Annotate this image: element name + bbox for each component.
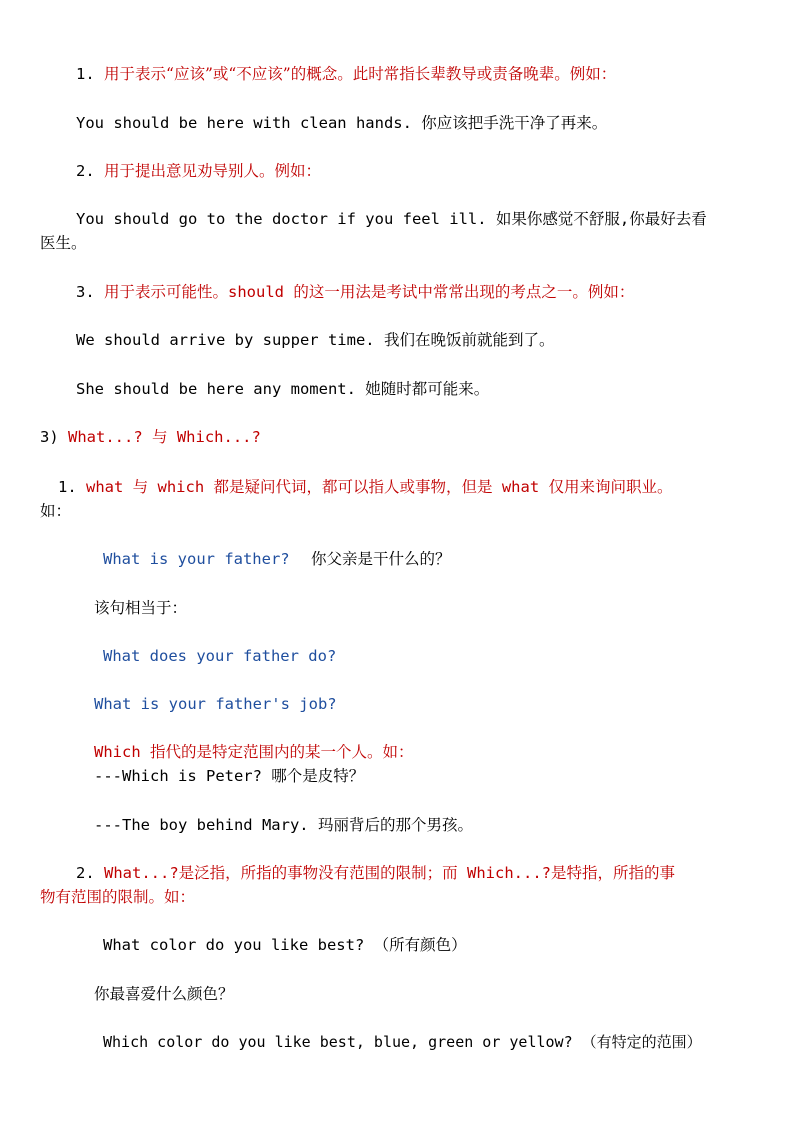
example-chinese: 你父亲是干什么的？ bbox=[310, 550, 451, 568]
example-english: What is your father's job? bbox=[94, 695, 337, 713]
example-english: What is your father? bbox=[103, 550, 290, 568]
dialog-line: ---The boy behind Mary. 玛丽背后的那个男孩。 bbox=[94, 816, 473, 834]
item-number: 2. bbox=[76, 864, 95, 882]
item-number: 3. bbox=[76, 283, 95, 301]
item-text: What...?是泛指，所指的事物没有范围的限制；而 Which...?是特指，所指的事 bbox=[104, 864, 675, 882]
item-text: what 与 which 都是疑问代词，都可以指人或事物，但是 what 仅用来询问职业。 bbox=[86, 478, 673, 496]
dialog-line: ---Which is Peter? 哪个是皮特？ bbox=[94, 767, 365, 785]
example-english: What does your father do? bbox=[103, 647, 337, 665]
heading-number: 3) bbox=[40, 428, 59, 446]
example-sentence: We should arrive by supper time. 我们在晚饭前就能到了。 bbox=[76, 331, 555, 349]
equivalent-label: 该句相当于： bbox=[94, 599, 188, 617]
example-sentence-continuation: 医生。 bbox=[40, 234, 87, 252]
point-1 bbox=[58, 477, 673, 497]
example-sentence: You should go to the doctor if you feel ill. 如果你感觉不舒服,你最好去看 bbox=[76, 210, 707, 228]
item-text: 用于提出意见劝导别人。例如： bbox=[104, 162, 322, 180]
heading-text: What...? 与 Which...? bbox=[68, 428, 261, 446]
example-sentence: You should be here with clean hands. 你应该把手洗干净了再来。 bbox=[76, 114, 608, 132]
which-rule: Which 指代的是特定范围内的某一个人。如： bbox=[94, 743, 414, 761]
example-sentence: She should be here any moment. 她随时都可能来。 bbox=[76, 380, 490, 398]
example-line bbox=[103, 549, 451, 569]
point-1-continuation: 如： bbox=[40, 502, 72, 520]
item-number: 1. bbox=[58, 478, 77, 496]
should-item-1 bbox=[76, 64, 616, 84]
point-2-continuation: 物有范围的限制。如： bbox=[40, 888, 196, 906]
section-heading bbox=[40, 427, 261, 447]
item-number: 1. bbox=[76, 65, 95, 83]
should-item-2 bbox=[76, 161, 321, 181]
example-english: What color do you like best? （所有颜色） bbox=[103, 936, 467, 954]
should-item-3 bbox=[76, 282, 634, 302]
example-chinese: 你最喜爱什么颜色？ bbox=[94, 985, 234, 1003]
example-english: Which color do you like best, blue, green or yellow? （有特定的范围） bbox=[103, 1033, 702, 1051]
item-text: 用于表示“应该”或“不应该”的概念。此时常指长辈教导或责备晚辈。例如： bbox=[104, 65, 617, 83]
item-text: 用于表示可能性。should 的这一用法是考试中常常出现的考点之一。例如： bbox=[104, 283, 635, 301]
point-2 bbox=[76, 863, 675, 883]
item-number: 2. bbox=[76, 162, 95, 180]
